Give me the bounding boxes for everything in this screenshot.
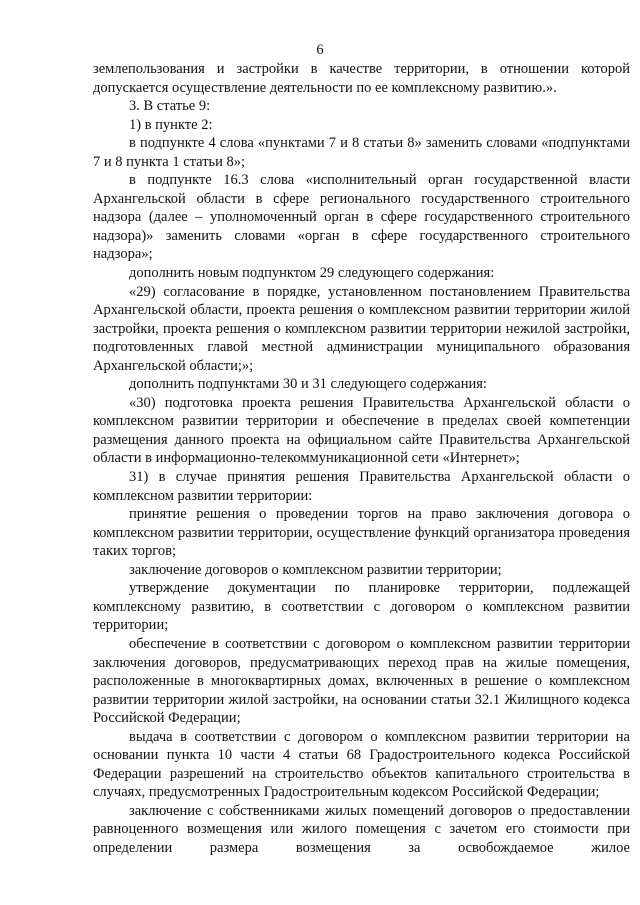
- paragraph: землепользования и застройки в качестве территории, в отношении которой допускается осуществление деятельности по ее комплексному развитию.».: [93, 61, 630, 96]
- document-body: [93, 60, 630, 858]
- paragraph: заключение договоров о комплексном развитии территории;: [129, 561, 502, 578]
- paragraph: в подпункте 4 слова «пунктами 7 и 8 статьи 8» заменить словами «подпунктами 7 и 8 пункта 1 статьи 8»;: [93, 135, 630, 170]
- paragraph: обеспечение в соответствии с договором о комплексном развитии территории заключения договоров, предусматривающих переход прав на жилые помещения, расположенные в многоквартирных домах, включенных в решение о комплексном развитии территории жилой застройки, на основании статьи 32.1 Жилищного кодекса Российской Федерации;: [93, 635, 630, 727]
- paragraph: утверждение документации по планировке территории, подлежащей комплексному развитию, в соответствии с договором о комплексном развитии территории;: [93, 580, 630, 634]
- paragraph: дополнить новым подпунктом 29 следующего содержания:: [129, 265, 495, 282]
- paragraph: в подпункте 16.3 слова «исполнительный орган государственной власти Архангельской области в сфере регионального государственного строительного надзора (далее – уполномоченный орган в сфере государственного строительного надзора)» заменить словами «орган в сфере государственного строительного надзора»;: [93, 172, 630, 263]
- paragraph: 1) в пункте 2:: [129, 116, 213, 133]
- paragraph: выдача в соответствии с договором о комплексном развитии территории на основании пункта 10 части 4 статьи 68 Градостроительного кодекса Российской Федерации разрешений на строительство объектов капитального строительства в случаях, предусмотренных Градостроительным кодексом Российской Федерации;: [93, 728, 630, 801]
- paragraph: 3. В статье 9:: [129, 98, 211, 115]
- paragraph: «30) подготовка проекта решения Правительства Архангельской области о комплексном развитии территории и обеспечение в пределах своей компетенции размещения данного проекта на официальном сайте Правительства Архангельской области в информационно-телекоммуникационной сети «Интернет»;: [93, 394, 630, 467]
- page-number: 6: [316, 42, 324, 58]
- paragraph: дополнить подпунктами 30 и 31 следующего содержания:: [129, 376, 487, 393]
- paragraph: принятие решения о проведении торгов на право заключения договора о комплексном развитии территории, осуществление функций организатора проведения таких торгов;: [93, 506, 630, 560]
- paragraph: заключение с собственниками жилых помещений договоров о предоставлении равноценного возмещения или жилого помещения с зачетом его стоимости при определении размера возмещения за освобождаемое жилое: [93, 802, 630, 856]
- paragraph: «29) согласование в порядке, установленном постановлением Правительства Архангельской области, проекта решения о комплексном развитии территории жилой застройки, проекта решения о комплексном развитии территории нежилой застройки, подготовленных главой местной администрации муниципального образования Архангельской области;»;: [93, 283, 630, 374]
- paragraph: 31) в случае принятия решения Правительства Архангельской области о комплексном развитии территории:: [93, 469, 630, 504]
